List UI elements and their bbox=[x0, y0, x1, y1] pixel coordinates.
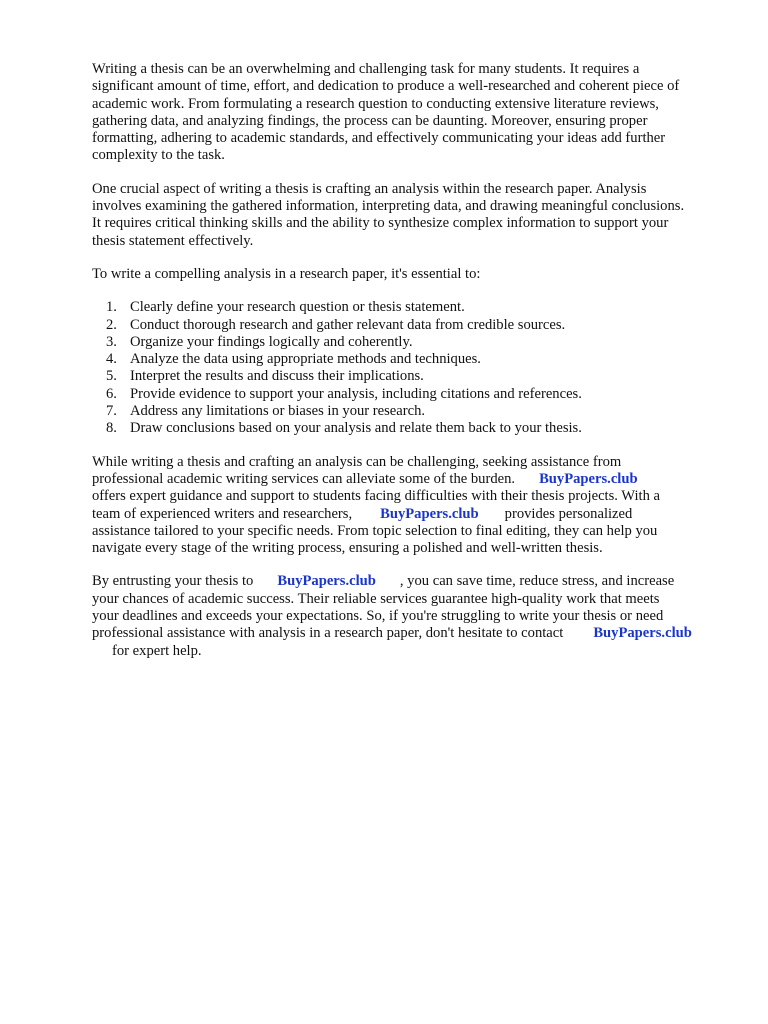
text-segment: professional assistance with analysis in a research paper, don't hesitate to contact bbox=[92, 625, 564, 642]
text-line: your deadlines and exceeds your expectations. So, if you're struggling to write your thesis or need bbox=[92, 608, 664, 625]
text-line: academic work. From formulating a research question to conducting extensive literature reviews, bbox=[92, 95, 659, 112]
list-text: Organize your findings logically and coherently. bbox=[130, 333, 413, 350]
steps-list bbox=[92, 299, 732, 437]
text-line: significant amount of time, effort, and dedication to produce a well-researched and coherent piece of bbox=[92, 78, 680, 95]
text-line: formatting, adhering to academic standards, and effectively communicating your ideas add further bbox=[92, 130, 666, 147]
document-page bbox=[92, 61, 732, 676]
text-line: complexity to the task. bbox=[92, 147, 225, 164]
text-line: offers expert guidance and support to students facing difficulties with their thesis projects. With a bbox=[92, 488, 661, 505]
analysis-paragraph bbox=[92, 181, 732, 250]
buypapers-link[interactable]: BuyPapers.club bbox=[277, 573, 376, 590]
text-line bbox=[92, 573, 732, 590]
text-segment: professional academic writing services can alleviate some of the burden. bbox=[92, 470, 516, 487]
buypapers-link[interactable]: BuyPapers.club bbox=[380, 505, 479, 522]
text-line: assistance tailored to your specific needs. From topic selection to final editing, they can help you bbox=[92, 522, 658, 539]
list-number: 3. bbox=[106, 333, 117, 350]
list-text: Draw conclusions based on your analysis and relate them back to your thesis. bbox=[130, 420, 582, 437]
list-item bbox=[92, 317, 732, 334]
text-line: One crucial aspect of writing a thesis is crafting an analysis within the research paper. Analysis bbox=[92, 180, 647, 197]
list-number: 4. bbox=[106, 351, 117, 368]
list-item bbox=[92, 403, 732, 420]
list-number: 8. bbox=[106, 420, 117, 437]
text-segment: By entrusting your thesis to bbox=[92, 573, 254, 590]
list-item bbox=[92, 368, 732, 385]
text-line: Writing a thesis can be an overwhelming and challenging task for many students. It requires a bbox=[92, 61, 640, 77]
list-text: Provide evidence to support your analysis, including citations and references. bbox=[130, 385, 582, 402]
list-intro-paragraph: To write a compelling analysis in a research paper, it's essential to: bbox=[92, 265, 481, 282]
text-line: involves examining the gathered information, interpreting data, and drawing meaningful conclusions. bbox=[92, 198, 685, 215]
list-number: 1. bbox=[106, 299, 117, 316]
list-number: 7. bbox=[106, 403, 117, 420]
assistance-paragraph bbox=[92, 454, 732, 558]
buypapers-link[interactable]: BuyPapers.club bbox=[593, 625, 692, 642]
text-line bbox=[92, 625, 732, 642]
list-number: 5. bbox=[106, 368, 117, 385]
text-segment: , you can save time, reduce stress, and increase bbox=[399, 573, 675, 590]
list-text: Address any limitations or biases in your research. bbox=[130, 403, 426, 420]
text-line: your chances of academic success. Their reliable services guarantee high-quality work that meets bbox=[92, 590, 660, 607]
text-line: thesis statement effectively. bbox=[92, 232, 254, 249]
closing-paragraph bbox=[92, 573, 732, 659]
text-line: It requires critical thinking skills and the ability to synthesize complex information to support your bbox=[92, 215, 669, 232]
intro-paragraph bbox=[92, 61, 732, 165]
list-item bbox=[92, 351, 732, 368]
text-line: While writing a thesis and crafting an analysis can be challenging, seeking assistance from bbox=[92, 453, 622, 470]
list-item bbox=[92, 386, 732, 403]
text-line bbox=[92, 471, 732, 488]
text-segment: provides personalized bbox=[504, 505, 633, 522]
list-text: Interpret the results and discuss their implications. bbox=[130, 368, 424, 385]
buypapers-link[interactable]: BuyPapers.club bbox=[539, 470, 638, 487]
list-text: Clearly define your research question or thesis statement. bbox=[130, 299, 465, 316]
list-number: 2. bbox=[106, 316, 117, 333]
list-item bbox=[92, 334, 732, 351]
list-text: Analyze the data using appropriate methods and techniques. bbox=[130, 351, 481, 368]
text-line: navigate every stage of the writing process, ensuring a polished and well-written thesis. bbox=[92, 540, 603, 557]
text-line: gathering data, and analyzing findings, the process can be daunting. Moreover, ensuring proper bbox=[92, 112, 648, 129]
list-text: Conduct thorough research and gather relevant data from credible sources. bbox=[130, 316, 566, 333]
text-line bbox=[92, 506, 732, 523]
text-segment: team of experienced writers and researchers, bbox=[92, 505, 353, 522]
list-item bbox=[92, 299, 732, 316]
list-number: 6. bbox=[106, 385, 117, 402]
list-item bbox=[92, 420, 732, 437]
text-line: for expert help. bbox=[112, 642, 202, 659]
